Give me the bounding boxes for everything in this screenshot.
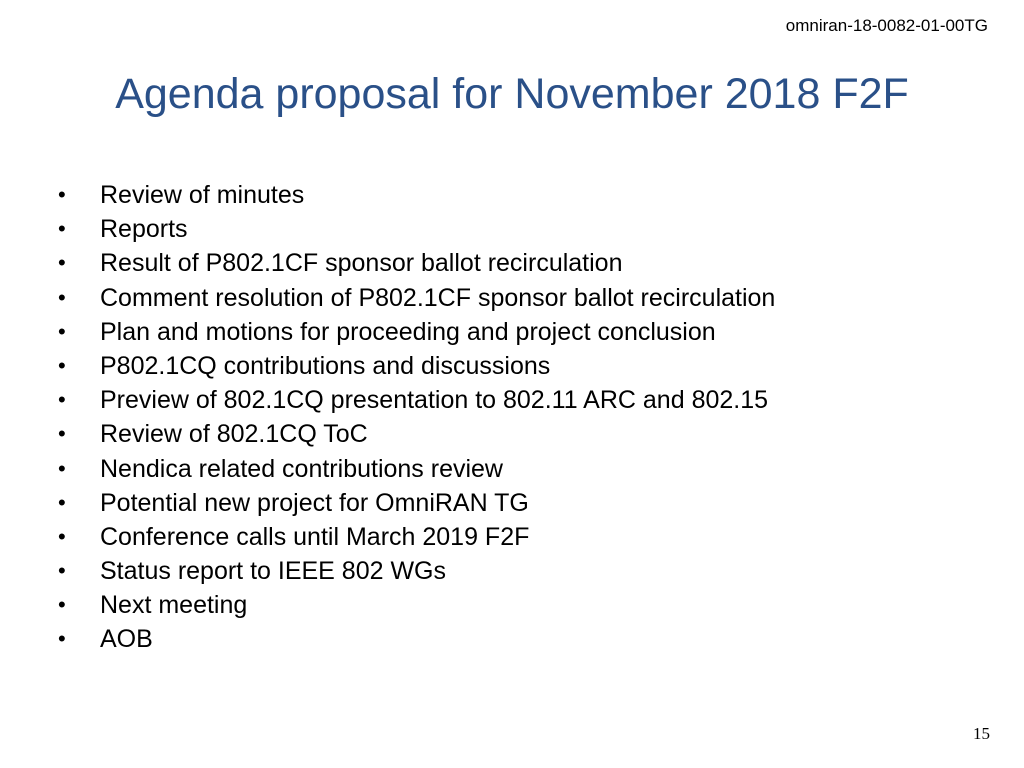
agenda-item [56,315,775,349]
agenda-item [56,486,775,520]
bullet-icon: • [58,216,66,242]
agenda-item [56,246,775,280]
agenda-item-text: Result of P802.1CF sponsor ballot recirculation [100,249,623,278]
agenda-item-text: Plan and motions for proceeding and project conclusion [100,317,716,346]
bullet-icon: • [58,489,66,515]
bullet-icon: • [58,592,66,618]
bullet-icon: • [58,182,66,207]
agenda-item [56,588,775,622]
agenda-item [56,212,775,246]
agenda-item [56,178,775,212]
agenda-item-text: Next meeting [100,591,248,620]
agenda-item [56,452,775,486]
agenda-item-text: Reports [100,215,188,244]
agenda-item-text: Status report to IEEE 802 WGs [100,557,446,586]
agenda-item [56,554,775,588]
bullet-icon: • [58,387,66,413]
agenda-item [56,417,775,451]
bullet-icon: • [58,523,66,549]
agenda-item [56,349,775,383]
bullet-icon: • [58,626,66,652]
agenda-item-text: Comment resolution of P802.1CF sponsor ballot recirculation [100,283,776,312]
agenda-item [56,281,775,315]
document-id: omniran-18-0082-01-00TG [785,16,988,35]
bullet-icon: • [58,421,66,447]
agenda-item-text: Review of minutes [100,181,305,209]
bullet-icon: • [58,284,66,310]
agenda-item [56,383,775,417]
agenda-item [56,622,775,656]
agenda-item-text: Potential new project for OmniRAN TG [100,488,529,517]
agenda-item-text: Preview of 802.1CQ presentation to 802.11 ARC and 802.15 [100,386,769,415]
bullet-icon: • [58,250,66,276]
bullet-icon: • [58,455,66,481]
bullet-icon: • [58,558,66,584]
page-number: 15 [973,724,990,743]
bullet-icon: • [58,352,66,378]
slide-title: Agenda proposal for November 2018 F2F [115,70,909,118]
agenda-item-text: Nendica related contributions review [100,454,503,483]
bullet-icon: • [58,318,66,344]
agenda-item-text: Review of 802.1CQ ToC [100,420,368,449]
agenda-item-text: Conference calls until March 2019 F2F [100,522,530,551]
agenda-item [56,520,775,554]
agenda-item-text: P802.1CQ contributions and discussions [100,351,551,380]
agenda-item-text: AOB [100,625,153,654]
agenda-list [56,178,775,657]
